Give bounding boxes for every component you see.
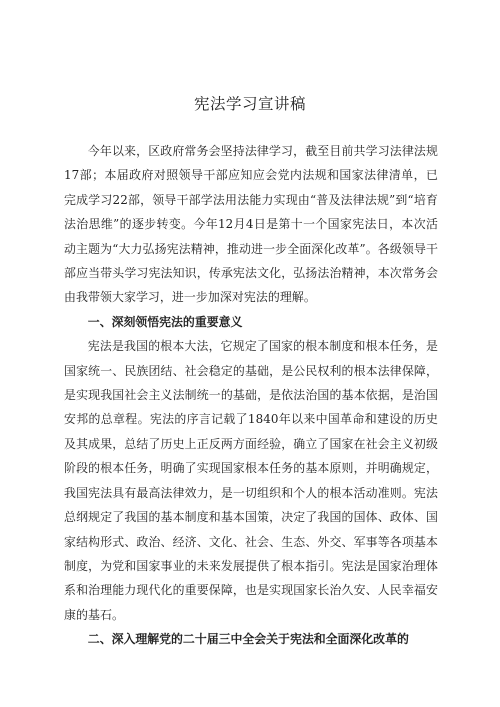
section-2-heading: 二、深入理解党的二十届三中全会关于宪法和全面深化改革的 (87, 632, 409, 647)
section-1-paragraph: 宪法是我国的根本大法，它规定了国家的根本制度和根本任务，是国家统一、民族团结、社会稳定的基础，是公民权利的根本法律保障，是实现我国社会主义法制统一的基础，是依法治国的基本依据，是治国安邦的总章程。宪法的序言记载了1840年以来中国革命和建设的历史及其成果，总结了历史上正反两方面经验，确立了国家在社会主义初级阶段的根本任务，明确了实现国家根本任务的基本原则，并明确规定，我国宪法具有最高法律效力，是一切组织和个人的根本活动准则。宪法总纲规定了我国的基本制度和基本国策，决定了我国的国体、政体、国家结构形式、政治、经济、文化、社会、生态、外交、军事等各项基本制度，为党和国家事业的未来发展提供了根本指引。宪法是国家治理体系和治理能力现代化的重要保障，也是实现国家长治久安、人民幸福安康的基石。 (64, 339, 438, 622)
document-title: 宪法学习宣讲稿 (193, 95, 306, 113)
section-1-heading: 一、深刻领悟宪法的重要意义 (87, 314, 243, 329)
intro-paragraph: 今年以来，区政府常务会坚持法律学习，截至目前共学习法律法规17部；本届政府对照领导干部应知应会党内法规和国家法律清单，已完成学习22部，领导干部学法用法能力实现由“普及法律法规”到“培育法治思维”的逐步转变。今年12月4日是第十一个国家宪法日，本次活动主题为“大力弘扬宪法精神，推动进一步全面深化改革”。各级领导干部应当带头学习宪法知识，传承宪法文化，弘扬法治精神，本次常务会由我带领大家学习，进一步加深对宪法的理解。 (64, 144, 438, 305)
document-body (64, 139, 438, 652)
